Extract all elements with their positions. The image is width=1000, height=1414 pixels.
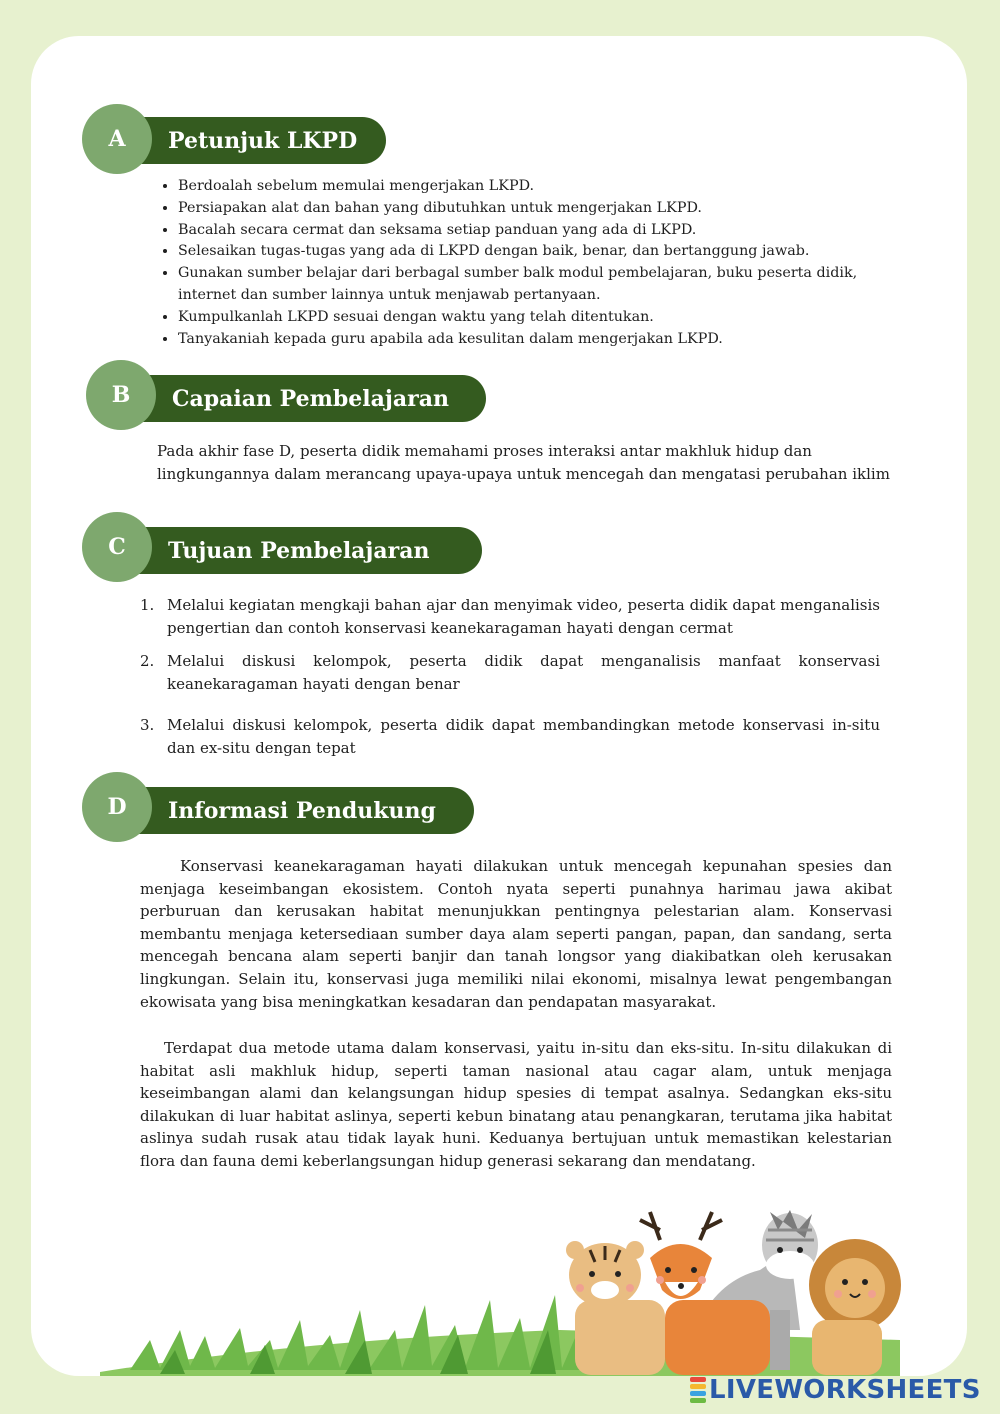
section-a-title: Petunjuk LKPD: [134, 117, 386, 164]
objective-text: Melalui diskusi kelompok, peserta didik dapat menganalisis manfaat konservasi keanekaragaman hayati dengan benar: [167, 652, 880, 693]
section-c-header: [82, 512, 484, 584]
instructions-list: [157, 176, 898, 350]
section-b-header: [86, 360, 486, 432]
list-item: • Persiapakan alat dan bahan yang dibutuhkan untuk mengerjakan LKPD.: [178, 198, 898, 220]
objective-text: Melalui kegiatan mengkaji bahan ajar dan menyimak video, peserta didik dapat menganalisis pengertian dan contoh konservasi keanekaragaman hayati dengan cermat: [167, 596, 880, 637]
animals-grass-illustration: [0, 1190, 1000, 1390]
section-c-letter: C: [82, 512, 152, 582]
objective-number: 3.: [140, 716, 155, 734]
supporting-info-paragraph-1: Konservasi keanekaragaman hayati dilakukan untuk mencegah kepunahan spesies dan menjaga keseimbangan ekosistem. Contoh nyata seperti punahnya harimau jawa akibat perburuan dan kerusakan habitat menunjukkan pentingnya pelestarian alam. Konservasi membantu menjaga ketersediaan sumber daya alam seperti pangan, papan, dan sandang, serta mencegah bencana alam seperti banjir dan tanah longsor yang diakibatkan oleh kerusakan lingkungan. Selain itu, konservasi juga memiliki nilai ekonomi, misalnya lewat pengembangan ekowisata yang bisa meningkatkan kesadaran dan pendapatan masyarakat.: [140, 857, 892, 1011]
objective-text: Melalui diskusi kelompok, peserta didik dapat membandingkan metode konservasi in-situ dan ex-situ dengan tepat: [167, 716, 880, 757]
objective-number: 1.: [140, 596, 155, 614]
list-item: • Bacalah secara cermat dan seksama setiap panduan yang ada di LKPD.: [178, 220, 898, 242]
liveworksheets-logo-icon: [690, 1376, 706, 1404]
list-item: • Tanyakaniah kepada guru apabila ada kesulitan dalam mengerjakan LKPD.: [178, 329, 898, 351]
section-a-header: [82, 104, 392, 176]
section-d-title: Informasi Pendukung: [134, 787, 474, 834]
section-b-letter: B: [86, 360, 156, 430]
section-b-title: Capaian Pembelajaran: [138, 375, 486, 422]
objective-item: [140, 714, 880, 759]
list-item: • Gunakan sumber belajar dari berbagal sumber balk modul pembelajaran, buku peserta didik, internet dan sumber lainnya untuk menjawab pertanyaan.: [178, 263, 898, 307]
liveworksheets-logo-text: LIVEWORKSHEETS: [709, 1375, 981, 1405]
objective-item: [140, 650, 880, 695]
objective-item: [140, 594, 880, 639]
section-c-title: Tujuan Pembelajaran: [134, 527, 482, 574]
list-item: • Kumpulkanlah LKPD sesuai dengan waktu yang telah ditentukan.: [178, 307, 898, 329]
liveworksheets-logo: [690, 1374, 981, 1406]
section-a-letter: A: [82, 104, 152, 174]
supporting-info-paragraph-2: Terdapat dua metode utama dalam konservasi, yaitu in-situ dan eks-situ. In-situ dilakukan di habitat asli makhluk hidup, seperti taman nasional atau cagar alam, untuk menjaga keseimbangan alami dan kelangsungan hidup spesies di tempat asalnya. Sedangkan eks-situ dilakukan di luar habitat aslinya, seperti kebun binatang atau penangkaran, terutama jika habitat aslinya sudah rusak atau tidak layak huni. Keduanya bertujuan untuk memastikan kelestarian flora dan fauna demi keberlangsungan hidup generasi sekarang dan mendatang.: [140, 1039, 892, 1170]
list-item: • Selesaikan tugas-tugas yang ada di LKPD dengan baik, benar, dan bertanggung jawab.: [178, 241, 898, 263]
section-d-header: [82, 772, 474, 844]
tiger-icon: [566, 1241, 665, 1375]
objective-number: 2.: [140, 652, 155, 670]
learning-outcome-text: Pada akhir fase D, peserta didik memahami proses interaksi antar makhluk hidup dan lingkungannya dalam merancang upaya-upaya untuk mencegah dan mengatasi perubahan iklim: [157, 442, 890, 483]
list-item: • Berdoalah sebelum memulai mengerjakan LKPD.: [178, 176, 898, 198]
section-d-letter: D: [82, 772, 152, 842]
